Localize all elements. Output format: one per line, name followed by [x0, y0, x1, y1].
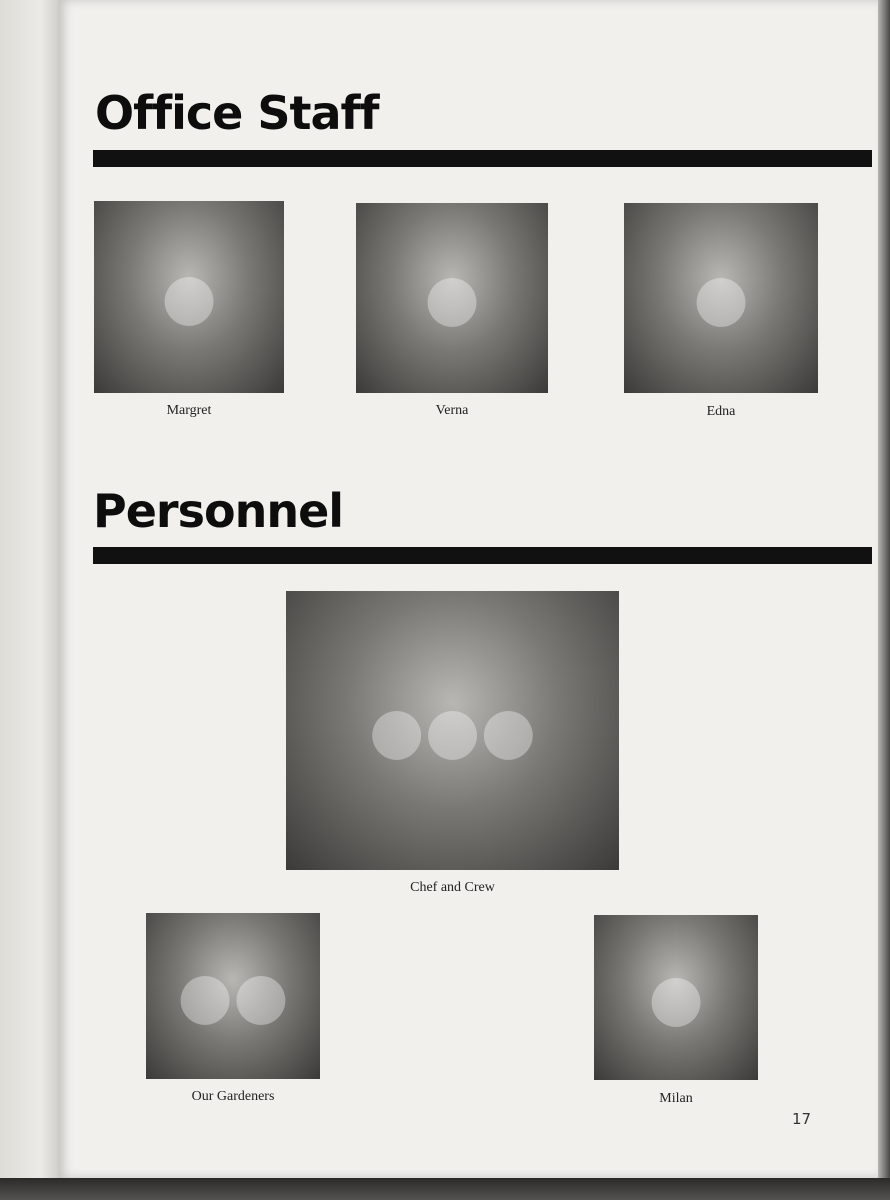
caption-edna: Edna: [706, 404, 736, 419]
photo-margret: [94, 201, 284, 393]
photo-verna: [356, 203, 548, 393]
page-bottom-edge: [0, 1178, 890, 1200]
caption-gardeners: Our Gardeners: [191, 1089, 275, 1104]
book-binding: [0, 0, 58, 1180]
office-staff-heading: Office Staff: [95, 86, 379, 140]
person-icon: ●: [161, 260, 217, 334]
caption-milan: Milan: [659, 1091, 693, 1106]
photo-edna: [624, 203, 818, 393]
page-edge: [878, 0, 890, 1180]
page-number: 17: [792, 1110, 812, 1128]
person-icon: ●: [648, 960, 704, 1035]
photo-gardeners: [146, 913, 320, 1079]
photo-chef-and-crew: [286, 591, 619, 870]
group-icon: ●●: [177, 959, 289, 1033]
person-icon: ●: [693, 261, 749, 335]
personnel-rule: [93, 547, 872, 564]
caption-chef-and-crew: Chef and Crew: [410, 880, 495, 895]
caption-margret: Margret: [166, 403, 212, 418]
group-icon: ●●●: [368, 693, 537, 768]
caption-verna: Verna: [435, 403, 469, 418]
person-icon: ●: [424, 261, 480, 335]
personnel-heading: Personnel: [93, 484, 344, 538]
photo-milan: [594, 915, 758, 1080]
office-staff-rule: [93, 150, 872, 167]
